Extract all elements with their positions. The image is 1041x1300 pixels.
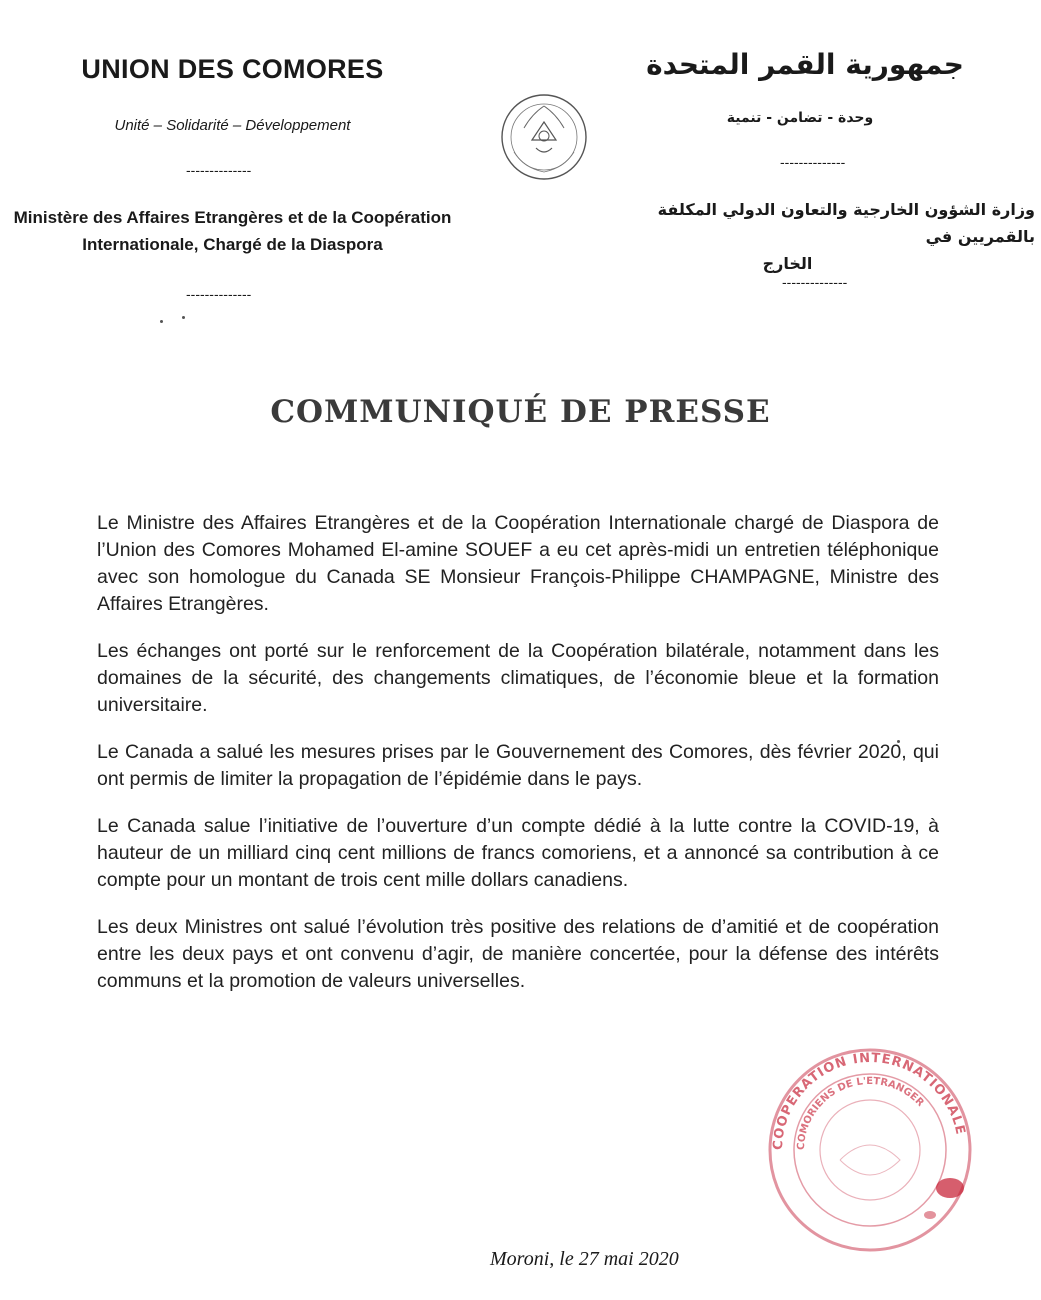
scan-speck bbox=[182, 316, 185, 319]
stamp-outer-text: COOPERATION INTERNATIONALE bbox=[770, 1050, 968, 1151]
paragraph: Les échanges ont porté sur le renforcement de la Coopération bilatérale, notamment dans les domaines de la sécurité, des changements climatiques, de l’économie bleue et la formation universitaire. bbox=[97, 640, 939, 716]
ministry-name-ar-line1: وزارة الشؤون الخارجية والتعاون الدولي المكلفة بالقمريين في bbox=[657, 200, 1035, 246]
national-motto-fr: Unité – Solidarité – Développement bbox=[114, 117, 351, 134]
paragraph: Les deux Ministres ont salué l’évolution très positive des relations de d’amitié et de coopération entre les deux pays et ont convenu d’agir, de manière concertée, pour la défense des intérêts communs et la promotion de valeurs universelles. bbox=[97, 916, 939, 992]
paragraph: Le Canada salue l’initiative de l’ouverture d’un compte dédié à la lutte contre la COVID-19, à hauteur de un milliard cinq cent millions de francs comoriens, et a annoncé sa contribution à ce compte pour un montant de trois cent mille dollars canadiens. bbox=[97, 815, 939, 891]
paragraph: Le Ministre des Affaires Etrangères et de la Coopération Internationale chargé de Diaspora de l’Union des Comores Mohamed El-amine SOUEF a eu cet après-midi un entretien téléphonique avec son homologue du Canada SE Monsieur François-Philippe CHAMPAGNE, Ministre des Affaires Etrangères. bbox=[97, 512, 939, 615]
country-name-ar: جمهورية القمر المتحدة bbox=[646, 48, 964, 81]
coat-of-arms-icon bbox=[494, 92, 594, 182]
document-title: COMMUNIQUÉ DE PRESSE bbox=[270, 394, 771, 430]
press-release-body bbox=[97, 510, 939, 1015]
ministry-name-ar-line2: الخارج bbox=[762, 254, 813, 273]
scan-speck bbox=[160, 320, 163, 323]
ministry-name-ar bbox=[595, 196, 1035, 277]
country-name-fr: UNION DES COMORES bbox=[81, 54, 384, 84]
ministry-name-fr-line1: Ministère des Affaires Etrangères et de la Coopération bbox=[13, 208, 452, 227]
stamp-inner-text: COMORIENS DE L'ETRANGER bbox=[795, 1075, 926, 1151]
header-separator-ar-2: -------------- bbox=[782, 274, 848, 290]
header-separator-fr-2: -------------- bbox=[186, 286, 252, 302]
ministry-name-fr-line2: Internationale, Chargé de la Diaspora bbox=[82, 235, 383, 254]
svg-text:COMORIENS DE L'ETRANGER bbox=[796, 1076, 926, 1150]
ministry-name-fr bbox=[0, 204, 465, 258]
national-motto-ar: وحدة - تضامن - تنمية bbox=[726, 110, 874, 126]
header-separator-ar: -------------- bbox=[780, 154, 846, 170]
header-separator-fr: -------------- bbox=[186, 162, 252, 178]
place-and-date: Moroni, le 27 mai 2020 bbox=[490, 1248, 679, 1270]
official-stamp-icon bbox=[760, 1040, 980, 1260]
paragraph: Le Canada a salué les mesures prises par le Gouvernement des Comores, dès février 2020, qui ont permis de limiter la propagation de l’épidémie dans le pays. bbox=[97, 741, 939, 790]
